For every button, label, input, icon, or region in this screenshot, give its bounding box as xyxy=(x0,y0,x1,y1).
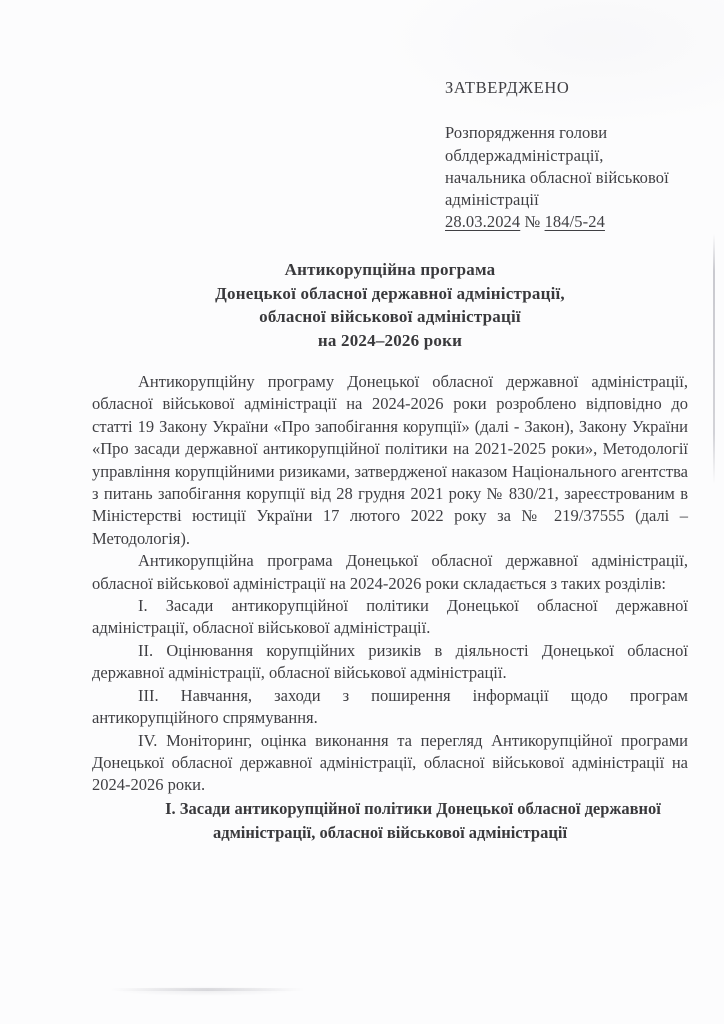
document-title xyxy=(92,258,688,352)
approval-stamp: ЗАТВЕРДЖЕНО xyxy=(445,78,570,97)
scan-artifact-line xyxy=(713,234,715,484)
document-title-line: на 2024–2026 роки xyxy=(317,330,463,350)
approval-block xyxy=(445,77,701,234)
numero-sign: № xyxy=(524,212,541,232)
document-number: 184/5-24 xyxy=(544,212,605,232)
approval-line: адміністрації xyxy=(445,190,539,210)
document-title-line: Антикорупційна програма xyxy=(284,260,496,279)
list-item-section-1: I. Засади антикорупційної політики Донецької обласної державної адміністрації, обласної військової адміністрації. xyxy=(92,596,688,638)
document-title-line: Донецької обласної державної адміністрації, xyxy=(215,283,565,303)
approval-line: начальника обласної військової xyxy=(445,167,669,187)
section-heading: I. Засади антикорупційної політики Донецької обласної державної адміністрації, обласної військової адміністрації xyxy=(165,798,661,842)
list-item-section-2: II. Оцінювання корупційних ризиків в діяльності Донецької обласної державної адміністрації, обласної військової адміністрації. xyxy=(92,640,688,683)
approval-date-line xyxy=(445,211,701,233)
list-item-section-4: IV. Моніторинг, оцінка виконання та перегляд Антикорупційної програми Донецької обласної державної адміністрації, обласної військової адміністрації на 2024-2026 роки. xyxy=(92,730,688,795)
document-body xyxy=(92,371,688,845)
para-program-structure: Антикорупційна програма Донецької обласної державної адміністрації, обласної військової адміністрації на 2024-2026 роки складається з таких розділів: xyxy=(92,551,688,593)
para-legal-basis: Антикорупційну програму Донецької обласної державної адміністрації, обласної військової адміністрації на 2024-2026 роки розроблено відповідно до статті 19 Закону України «Про запобігання корупції» (далі - Закон), Закону України «Про засади державної антикорупційної політики на 2021-2025 роки», Методології управління корупційними ризиками, затвердженої наказом Національного агентства з питань запобігання корупції від 28 грудня 2021 року № 830/21, зареєстрованим в Міністерстві юстиції України 17 лютого 2022 року за № 219/37555 (далі – Методологія). xyxy=(92,372,688,548)
approval-line: Розпорядження голови xyxy=(445,123,608,143)
approval-line: облдержадміністрації, xyxy=(445,145,604,165)
document-title-line: обласної військової адміністрації xyxy=(259,307,521,326)
approval-date: 28.03.2024 xyxy=(445,212,521,232)
list-item-section-3: III. Навчання, заходи з поширення інформації щодо програм антикорупційного спрямування. xyxy=(92,685,688,728)
scan-artifact-smudge xyxy=(110,988,305,991)
